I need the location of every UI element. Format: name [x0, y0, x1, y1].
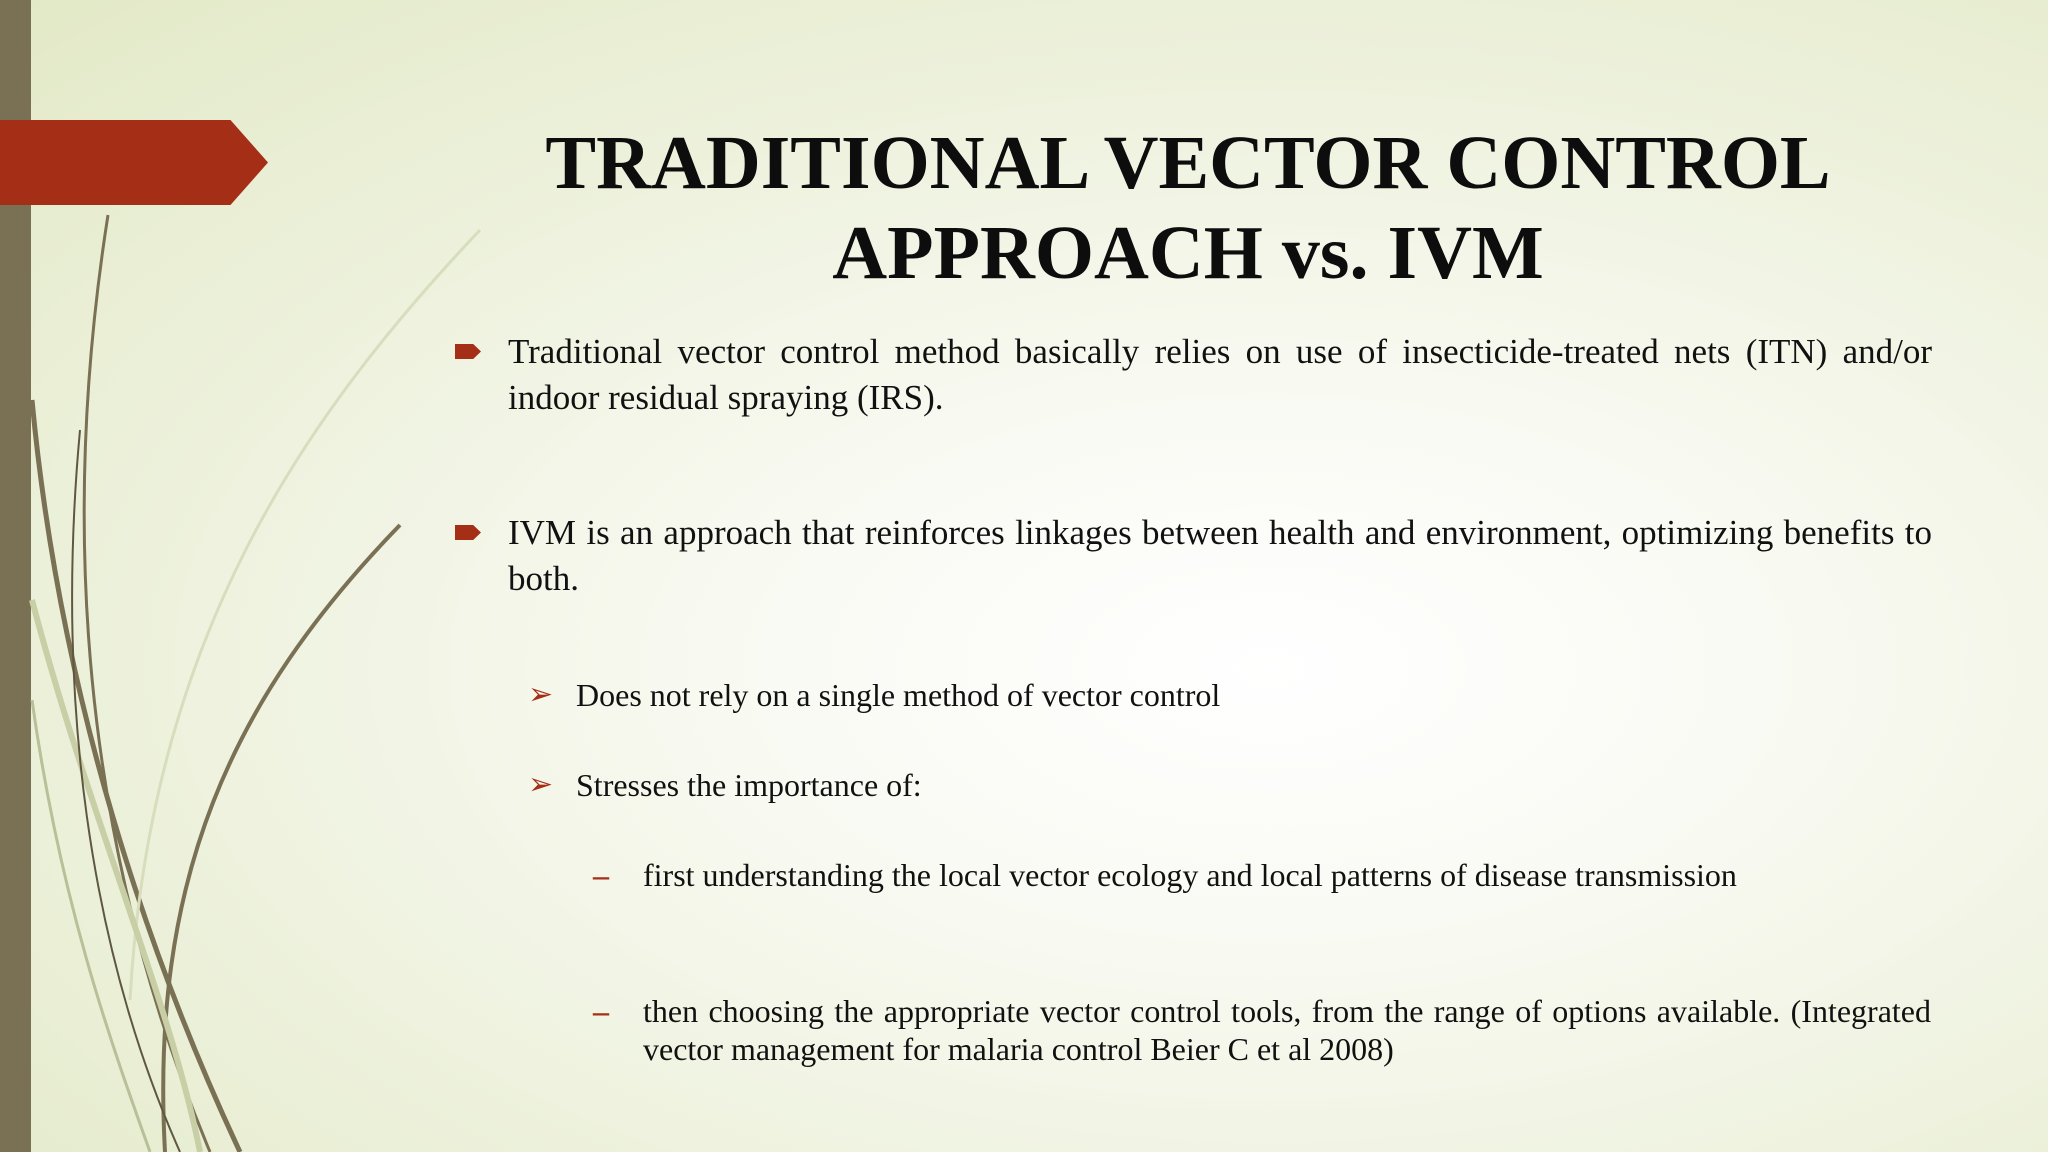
dash-marker-icon: –: [593, 993, 609, 1029]
dash-item-understanding: first understanding the local vector ecology and local patterns of disease transmission: [643, 857, 1737, 893]
dash-marker-icon: –: [593, 857, 609, 893]
sub-bullet-single-method: Does not rely on a single method of vector control: [576, 677, 1221, 713]
bullet-ivm: IVM is an approach that reinforces linkages between health and environment, optimizing benefits to both.: [508, 513, 1932, 598]
dash-item-choosing: then choosing the appropriate vector control tools, from the range of options available. (Integrated vector management for malaria control Beier C et al 2008): [643, 993, 1931, 1067]
sub-bullet-stresses: Stresses the importance of:: [576, 767, 922, 803]
bullet-traditional: Traditional vector control method basically relies on use of insecticide-treated nets (ITN) and/or indoor residual spraying (IRS).: [508, 332, 1932, 417]
sub-bullet-arrow-icon: ➢: [528, 678, 554, 711]
bullet-arrow-icon: [455, 344, 481, 359]
sub-bullet-arrow-icon: ➢: [528, 768, 554, 801]
title-line-2: APPROACH vs. IVM: [832, 211, 1544, 295]
bullet-arrow-icon: [455, 525, 481, 540]
title-line-1: TRADITIONAL VECTOR CONTROL: [545, 121, 1831, 205]
